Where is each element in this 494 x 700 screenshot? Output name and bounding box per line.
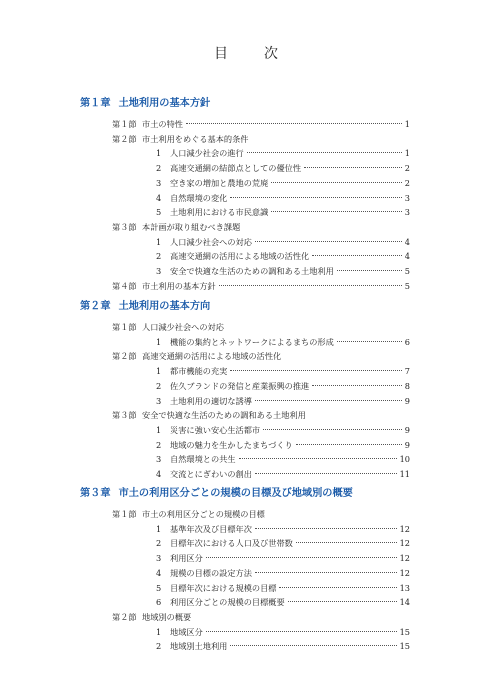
section-title: 人口減少社会への対応 (142, 322, 224, 332)
dot-leader (255, 528, 397, 529)
item-number: 3 (156, 553, 162, 564)
item-number: 2 (156, 439, 162, 450)
chapter-heading[interactable] (80, 94, 210, 109)
page-number: 15 (399, 641, 410, 652)
dot-leader (271, 211, 402, 212)
item-number: 4 (156, 469, 162, 479)
item-title: 土地利用の適切な誘導 (170, 395, 252, 406)
chapter-title: 市土の利用区分ごとの規模の目標及び地域別の概要 (118, 488, 353, 499)
toc-item-row[interactable] (156, 394, 410, 408)
toc-item-row[interactable] (156, 581, 410, 595)
toc-item-row[interactable] (156, 249, 410, 263)
item-title: 佐久ブランドの発信と産業振興の推進 (170, 380, 310, 391)
chapter-number: 第３章 (80, 488, 111, 499)
dot-leader (255, 572, 397, 573)
item-title: 空き家の増加と農地の荒廃 (170, 177, 269, 188)
item-number: 3 (156, 395, 162, 406)
toc-section-row[interactable] (112, 349, 281, 363)
toc-item-row[interactable] (156, 364, 410, 378)
title-char-2: 次 (264, 46, 280, 62)
section-title: 高速交通網の活用による地域の活性化 (142, 351, 282, 362)
item-title: 安全で快適な生活のための調和ある土地利用 (170, 266, 334, 276)
item-title: 高速交通網の結節点としての優位性 (170, 163, 302, 174)
toc-item-row[interactable] (156, 551, 410, 565)
item-title: 人口減少社会への対応 (170, 236, 252, 247)
item-title: 災害に強い安心生活都市 (170, 424, 261, 435)
page-number: 3 (404, 192, 410, 203)
toc-section-row[interactable] (112, 279, 410, 293)
toc-item-row[interactable] (156, 235, 410, 249)
page-number: 9 (404, 395, 410, 406)
item-number: 3 (156, 177, 162, 188)
item-number: 1 (156, 236, 162, 247)
dot-leader (312, 255, 402, 256)
item-title: 交流とにぎわいの創出 (170, 469, 252, 479)
dot-leader (312, 385, 402, 386)
toc-item-row[interactable] (156, 639, 410, 653)
page-number: 4 (404, 251, 410, 262)
item-number: 1 (156, 148, 162, 159)
item-number: 3 (156, 454, 162, 465)
item-title: 人口減少社会の進行 (170, 148, 244, 159)
toc-item-row[interactable] (156, 522, 410, 536)
dot-leader (255, 241, 402, 242)
item-number: 2 (156, 538, 162, 549)
item-title: 自然環境との共生 (170, 454, 236, 465)
page-number: 2 (404, 163, 410, 174)
item-title: 基準年次及び目標年次 (170, 523, 252, 534)
dot-leader (271, 182, 402, 183)
dot-leader (263, 429, 402, 430)
section-label: 第１節 (112, 322, 137, 332)
dot-leader (288, 601, 397, 602)
page-number: 13 (399, 582, 410, 593)
item-number: 2 (156, 641, 162, 652)
item-title: 機能の集約とネットワークによるまちの形成 (170, 336, 334, 347)
item-number: 1 (156, 626, 162, 637)
toc-section-row[interactable] (112, 610, 191, 624)
item-title: 地域の魅力を生かしたまちづくり (170, 439, 293, 450)
dot-leader (230, 645, 396, 646)
chapter-number: 第２章 (80, 301, 111, 312)
section-title: 市土利用をめぐる基本的条件 (142, 133, 249, 144)
item-title: 目標年次における規模の目標 (170, 582, 277, 593)
toc-item-row[interactable] (156, 536, 410, 550)
page-number: 10 (399, 454, 410, 465)
page-number: 12 (399, 553, 410, 564)
item-title: 地域別土地利用 (170, 641, 228, 652)
item-title: 自然環境の変化 (170, 192, 228, 203)
chapter-title: 土地利用の基本方向 (118, 301, 211, 312)
chapter-title: 土地利用の基本方針 (118, 98, 211, 109)
item-number: 4 (156, 567, 162, 578)
page-number: 1 (404, 148, 410, 159)
item-number: 5 (156, 207, 162, 218)
dot-leader (186, 123, 402, 124)
item-title: 利用区分 (170, 553, 203, 564)
dot-leader (206, 631, 397, 632)
page-number: 8 (404, 380, 410, 391)
toc-section-row[interactable] (112, 132, 248, 146)
section-label: 第１節 (112, 509, 137, 519)
toc-section-row[interactable] (112, 408, 306, 422)
dot-leader (296, 444, 402, 445)
section-label: 第３節 (112, 410, 137, 421)
item-number: 1 (156, 523, 162, 534)
page-number: 11 (399, 469, 410, 479)
item-number: 3 (156, 266, 162, 276)
title-char-1: 目 (214, 46, 230, 62)
chapter-number: 第１章 (80, 98, 111, 109)
item-title: 目標年次における人口及び世帯数 (170, 538, 293, 549)
section-title: 本計画が取り組むべき課題 (142, 221, 241, 232)
page-number: 5 (404, 280, 410, 291)
toc-section-row[interactable] (112, 220, 240, 234)
section-title: 地域別の概要 (142, 611, 192, 622)
item-title: 都市機能の充実 (170, 366, 228, 377)
toc-item-row[interactable] (156, 264, 410, 278)
page-number: 12 (399, 523, 410, 534)
toc-item-row[interactable] (156, 176, 410, 190)
toc-section-row[interactable] (112, 117, 410, 131)
dot-leader (255, 473, 397, 474)
page-number: 2 (404, 177, 410, 188)
section-label: 第３節 (112, 221, 137, 232)
item-title: 高速交通網の活用による地域の活性化 (170, 251, 310, 262)
toc-item-row[interactable] (156, 438, 410, 452)
item-number: 6 (156, 597, 162, 608)
page-number: 3 (404, 207, 410, 218)
dot-leader (296, 542, 397, 543)
item-title: 規模の目標の設定方法 (170, 567, 252, 578)
item-number: 2 (156, 163, 162, 174)
dot-leader (230, 197, 401, 198)
section-label: 第１節 (112, 119, 137, 129)
toc-item-row[interactable] (156, 625, 410, 639)
section-label: 第４節 (112, 280, 137, 291)
item-number: 1 (156, 366, 162, 377)
page-title (0, 43, 494, 63)
item-number: 2 (156, 380, 162, 391)
section-title: 市土の特性 (142, 119, 183, 129)
item-title: 土地利用における市民意識 (170, 207, 269, 218)
page-number: 7 (404, 366, 410, 377)
toc-item-row[interactable] (156, 191, 410, 205)
section-title: 市土利用の基本方針 (142, 280, 216, 291)
dot-leader (337, 341, 402, 342)
item-number: 2 (156, 251, 162, 262)
section-label: 第２節 (112, 133, 137, 144)
page-number: 14 (399, 597, 410, 608)
section-label: 第２節 (112, 351, 137, 362)
section-title: 市土の利用区分ごとの規模の目標 (142, 509, 265, 519)
item-title: 地域区分 (170, 626, 203, 637)
chapter-heading[interactable] (80, 297, 210, 312)
page-number: 12 (399, 567, 410, 578)
toc-item-row[interactable] (156, 379, 410, 393)
toc-item-row[interactable] (156, 467, 410, 481)
page-number: 4 (404, 236, 410, 247)
item-number: 1 (156, 424, 162, 435)
toc-section-row[interactable] (112, 507, 265, 521)
page-number: 9 (404, 424, 410, 435)
dot-leader (304, 167, 402, 168)
toc-item-row[interactable] (156, 146, 410, 160)
page-number: 15 (399, 626, 410, 637)
page-number: 9 (404, 439, 410, 450)
toc-item-row[interactable] (156, 566, 410, 580)
dot-leader (247, 152, 402, 153)
item-number: 5 (156, 582, 162, 593)
toc-item-row[interactable] (156, 205, 410, 219)
toc-item-row[interactable] (156, 161, 410, 175)
chapter-heading[interactable] (80, 484, 353, 499)
dot-leader (230, 370, 401, 371)
dot-leader (219, 285, 402, 286)
toc-section-row[interactable] (112, 320, 224, 334)
toc-item-row[interactable] (156, 335, 410, 349)
page-number: 12 (399, 538, 410, 549)
item-number: 4 (156, 192, 162, 203)
page-number: 6 (404, 336, 410, 347)
dot-leader (337, 270, 402, 271)
toc-item-row[interactable] (156, 423, 410, 437)
dot-leader (239, 458, 397, 459)
item-title: 利用区分ごとの規模の目標概要 (170, 597, 285, 608)
page-number: 5 (404, 266, 410, 276)
toc-item-row[interactable] (156, 452, 410, 466)
dot-leader (206, 557, 397, 558)
section-label: 第２節 (112, 611, 137, 622)
dot-leader (255, 400, 402, 401)
dot-leader (279, 587, 396, 588)
page-number: 1 (404, 119, 410, 129)
item-number: 1 (156, 336, 162, 347)
toc-item-row[interactable] (156, 595, 410, 609)
section-title: 安全で快適な生活のための調和ある土地利用 (142, 410, 306, 421)
